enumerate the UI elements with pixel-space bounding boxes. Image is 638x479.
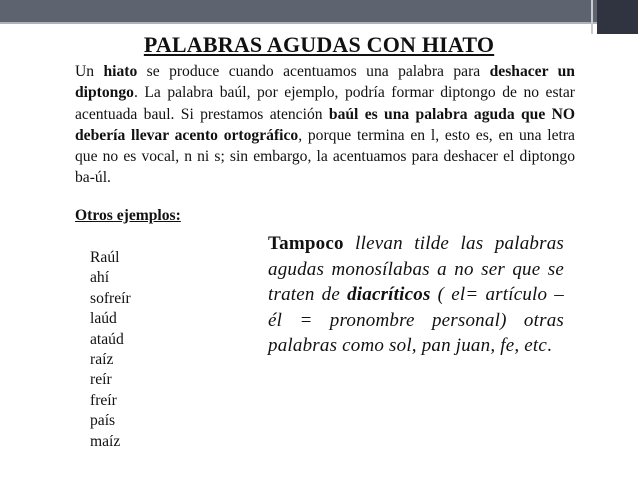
example-word: laúd (90, 310, 117, 328)
para-bold-deshacer: deshacer un diptongo (75, 63, 575, 102)
note-bold-diacriticos: diacríticos (347, 284, 431, 306)
slide-title: PALABRAS AGUDAS CON HIATO (143, 32, 495, 57)
slide-top-stripe (0, 22, 638, 24)
note-period: . (546, 335, 552, 357)
note-bold-tampoco: Tampoco (268, 233, 344, 254)
example-word: ahí (90, 269, 110, 287)
examples-list (90, 248, 131, 452)
example-word: ataúd (90, 330, 124, 348)
example-word: país (90, 412, 116, 430)
example-word: raíz (90, 351, 114, 369)
para-text-4: , porque termina en l, esto es, en una letra que no es vocal, n ni s; sin embargo, la acentuamos para deshacer el diptongo ba-úl. (75, 126, 575, 187)
para-text-1: Un (75, 63, 104, 80)
example-word: sofreír (90, 289, 131, 307)
note-italic-1: llevan tilde las palabras agudas monosílabas a no ser que se traten de (268, 233, 564, 306)
para-text-3: . La palabra baúl, por ejemplo, podría formar diptongo de no estar acentuada baul. Si prestamos atención (75, 84, 575, 123)
otros-ejemplos-heading: Otros ejemplos: (75, 207, 181, 224)
monosilabas-note (268, 231, 564, 359)
example-word: Raúl (90, 249, 120, 266)
note-italic-2: ( el= artículo – él = pronombre personal) otras palabras como sol, pan juan, fe, etc (268, 284, 564, 357)
example-word: freír (90, 391, 117, 409)
example-word: maíz (90, 432, 121, 450)
slide-top-bar (0, 0, 638, 22)
example-word: reír (90, 371, 112, 389)
slide-corner-line (591, 0, 593, 34)
para-text-2: se produce cuando acentuamos una palabra para (137, 63, 490, 80)
hiato-paragraph (75, 61, 575, 189)
para-bold-baul: baúl es una palabra aguda que NO debería llevar acento ortográfico (75, 105, 575, 144)
slide-corner-tab (597, 0, 638, 34)
para-bold-hiato: hiato (103, 63, 138, 80)
